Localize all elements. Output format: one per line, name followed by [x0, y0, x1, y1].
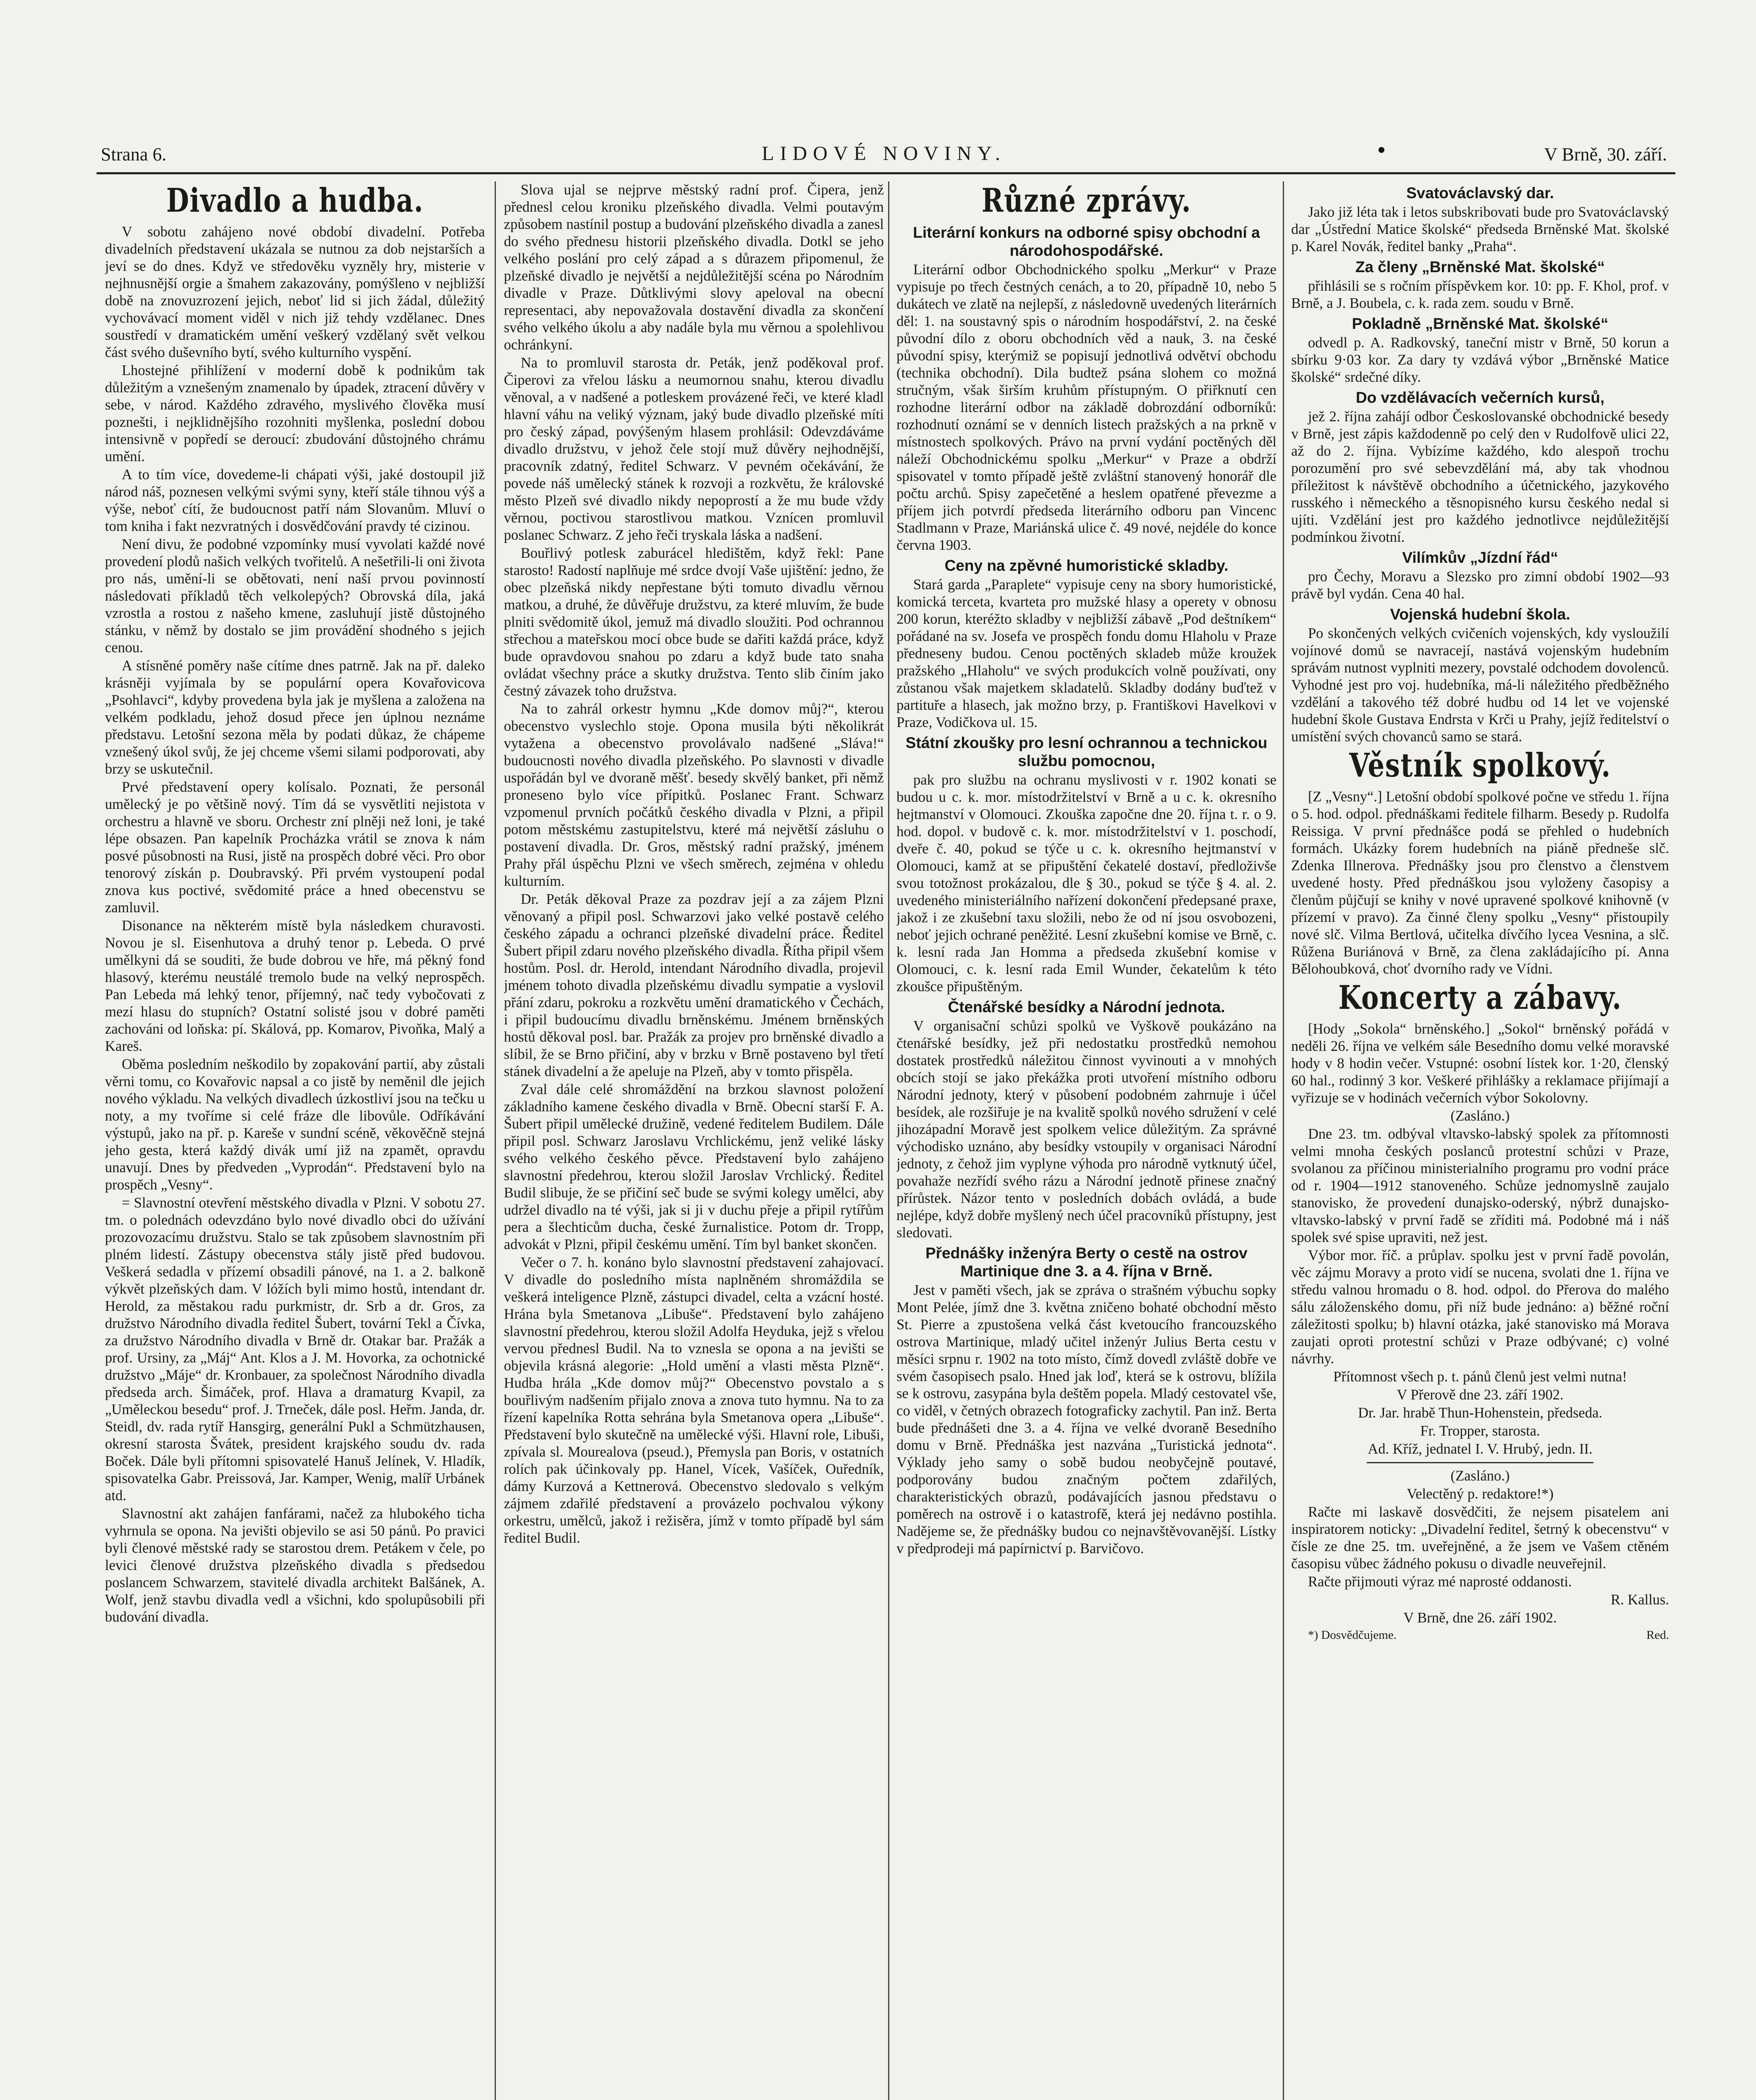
- page-header: [97, 139, 1671, 172]
- footnote-signature: Red.: [1646, 1628, 1669, 1642]
- column-divider: [495, 181, 496, 2100]
- page-number: Strana 6.: [101, 144, 167, 165]
- column-4: [1291, 181, 1669, 2100]
- article-paragraph: A to tím více, dovedeme-li chápati výši, jaké dostoupil již národ náš, poznesen velkými svými syny, kteří stále tihnou výš a výše, neboť cítí, že budoucnost patří nám Slovanům. Mluví o tom kniha i fakt nezvratných i dosvědčování pravdy té cizinou.: [105, 467, 485, 534]
- article-paragraph: Na to promluvil starosta dr. Peták, jenž poděkoval prof. Čiperovi za vřelou lásku a neumornou snahu, kterou divadlu věnoval, a v nadšené a potleskem provázené řeči, ve které kladl hlavní váhu na veliký význam, jaký bude divadlo plzeňské míti pro český západ, povýšeným hlasem prohlásil: Odevzdáváme divadlo družstvu, v jehož čele stojí muž důvěry nejhodnější, pracovník zdatný, ředitel Schwarz. V pevném očekávání, že povede náš umělecký stánek k rozvoji a rozkvětu, že královské město Plzeň své divadlo nikdy nepoprostí a že mu bude vždy věrnou, poctivou starostlivou matkou. Vznícen promluvil poslanec Schwarz. Z jeho řeči tryskala láska a nadšení.: [504, 355, 884, 543]
- letter-greeting: Velectěný p. redaktore!*): [1407, 1486, 1554, 1502]
- section-title-divadlo: Divadlo a hudba.: [166, 181, 424, 220]
- article-paragraph: Prvé představení opery kolísalo. Poznati, že personál umělecký je po většině nový. Tím dá se vysvětliti nejistota v orchestru a hlavně ve sboru. Orchestr zní plněji než loni, je také lépe obsazen. Pan kapelník Procházka vrátil se znova k nám posvé působnosti na Rusi, jistě na prospěch dobré věci. Pro obor tenorový získán p. Doubravský. Při prvém vystoupení podal znova kus poctivé, svědomité práce a hned obecenstvu se zamluvil.: [105, 779, 485, 916]
- section-title-ruzne: Různé zprávy.: [981, 181, 1192, 220]
- dateline: V Brně, 30. září.: [1544, 144, 1667, 165]
- section-title-vestnik: Věstník spolkový.: [1349, 746, 1611, 785]
- header-rule: [97, 172, 1675, 174]
- news-text: Stará garda „Paraplete“ vypisuje ceny na sbory humoristické, komická terceta, kvarteta pro mužské hlasy a operety v obnosu 200 korun, kteréžto skladby v nejbližší zábavě „Pod deštníkem“ pořádané na sv. Josefa ve prospěch fondu domu Hlaholu v Praze předneseny budou. Cenou poctěných skladeb může kroužek pražského „Hlaholu“ ve svých produkcích volně používati, ony zůstanou však majetkem skladatelů. Skladby dodány buďtež v partituře a hlasech, jak možno brzy, p. Františkovi Havelkovi v Praze, Vodičkova ul. 15.: [896, 577, 1276, 730]
- news-text: jež 2. října zahájí odbor Českoslovanské obchodnické besedy v Brně, jest zápis každodenně po celý den v Rudolfově ulici 22, až do 2. října. Vybízíme každého, kdo alespoň trochu porozumění pro své sebevzdělání má, aby tak vhodnou příležitost k návštěvě obchodního a účetnického, jazykového rusského i německého a těsnopisného kursu českého nedal si ujíti. Vzdělání jest pro každého jednotlivce nejdůležitější podmínkou životní.: [1291, 409, 1669, 545]
- news-heading: Vojenská hudební škola.: [1390, 606, 1570, 623]
- news-heading: Přednášky inženýra Berty o cestě na ostrov Martinique dne 3. a 4. října v Brně.: [925, 1244, 1248, 1280]
- column-2: [504, 181, 884, 2100]
- signature: Fr. Tropper, starosta.: [1420, 1423, 1540, 1439]
- dateline: V Brně, dne 26. září 1902.: [1403, 1610, 1557, 1626]
- column-divider: [1283, 181, 1284, 2100]
- news-heading: Literární konkurs na odborné spisy obchodní a národohospodářské.: [913, 224, 1260, 259]
- news-text: Jest v paměti všech, jak se zpráva o strašném výbuchu sopky Mont Pelée, jímž dne 3. května zničeno bohaté obchodní město St. Pierre a zpustošena velká část kvetoucího francouzského ostrova Martinique, mladý učitel inženýr Julius Berta cestu v měsíci srpnu r. 1902 na toto místo, čímž dovedl zvláště dobře ve svém časopisech psalo. Hned jak loď, která se k ostrovu, blížila se k ostrovu, zasypána byla deštěm popela. Mladý cestovatel vše, co viděl, v četných obrazech fotograficky zachytil. Pan inž. Berta bude přednášeti dne 3. a 4. října ve velké dvoraně Besedního domu v Brně. Přednáška jest nazvána „Turistická jednota“. Výklady jeho samy o sobě budou neobyčejně poutavé, podporovány budou značným počtem zdařilých, charakteristických obrazů, podávajících jasnou představu o poměrech na ostrově i o katastrofě, která jej nedávno postihla. Nadějeme se, že přednášky budou co nejnavštěvovanější. Lístky v předprodeji má papírnictví p. Barvičovo.: [896, 1282, 1276, 1557]
- divider-rule: [1367, 1462, 1594, 1463]
- article-paragraph: Slavnostní akt zahájen fanfárami, načež za hlubokého ticha vyhrnula se opona. Na jevišti objevilo se asi 50 pánů. Po pravici byli členové městské rady se starostou drem. Petákem v čele, po levici členové družstva plzeňského divadla s předsedou poslancem Schwarzem, stavitelé divadla architekt Balšánek, A. Wolf, jenž stavbu divadla vedl a všichni, kdo spolupůsobili při budování divadla.: [105, 1506, 485, 1625]
- news-text: Račte mi laskavě dosvědčiti, že nejsem pisatelem ani inspiratorem noticky: „Divadelní ředitel, šetrný k obecenstvu“ v čísle ze dne 25. tm. uveřejněné, a že jsem ve Vašem ctěném časopisu vůbec žádného pokusu o divadle neuveřejnil.: [1291, 1504, 1669, 1572]
- article-paragraph: A stísněné poměry naše cítíme dnes patrně. Jak na př. daleko krásněji vyjímala by se populární opera Kovařovicova „Psohlavci“, kdyby provedena byla jak je myšlena a založena na velkém podkladu, jehož dosud přece jen úplnou neznáme představu. Letošní sezona měla by podati důkaz, že chápeme vznešený úkol svůj, že jej chceme všemi silami podporovati, aby brzy se uskutečnil.: [105, 658, 485, 777]
- newspaper-title: LIDOVÉ NOVINY.: [762, 142, 1006, 165]
- news-text: [Hody „Sokola“ brněnského.] „Sokol“ brněnský pořádá v neděli 26. října ve velkém sále Besedního domu velké moravské hody v 8 hodin večer. Vstupné: osobní lístek kor. 1·20, členský 60 hal., rodinný 3 kor. Veškeré přihlášky a reklamace přijímají a vyřizuje se v hodinách večerních výbor Sokolovny.: [1291, 1021, 1669, 1106]
- footnote: [1291, 1628, 1669, 1643]
- news-text: Literární odbor Obchodnického spolku „Merkur“ v Praze vypisuje po třech čestných cenách, a to 20, případně 10, nebo 5 dukátech ve zlatě na nejlepší, z následovně uvedených literárních děl: 1. na soustavný spis o národním hospodářství, 2. na české původní dílo z oboru obchodních věd a nauk, 3. na české původní spisy, kterýmiž se popisují jednotlivá odvětví obchodu (technika obchodní). Dila budtež psána slohem co možná stručným, však širším kruhům přístupným. O přiřknutí cen rozhodne literární odbor na základě dobrozdání odborníků: rozhodnutí oznámí se v denních listech pražských a na prkně v místnostech spolkových. Právo na první vydání poctěných děl náleží Obchodnickému spolku „Merkur“ v Praze a obdrží spisovatel v tomto případě ještě zvláštní stanovený honorář dle počtu archů. Spisy zapečetěné a heslem opatřené převezme a příjem jich potvrdí předseda literárního odboru pan Vincenc Stadlmann v Praze, Mariánská ulice č. 49 nové, nejdéle do konce června 1903.: [896, 262, 1276, 553]
- news-heading: Do vzdělávacích večerních kursů,: [1355, 389, 1605, 406]
- news-heading: Ceny na zpěvné humoristické skladby.: [944, 557, 1229, 574]
- news-text: Přítomnost všech p. t. pánů členů jest velmi nutna!: [1333, 1369, 1627, 1385]
- article-paragraph: Lhostejné přihlížení v moderní době k podnikům tak důležitým a vznešeným znamenalo by úpadek, ztracení důvěry v sebe, v národ. Každého zdravého, myslivého člověka musí poznešti, i nejklidnějšího rozohniti myšlenka, poslední dobou intensivně v popředí se deroucí: zbudování důstojného chrámu umění.: [105, 362, 485, 465]
- section-title-koncerty: Koncerty a zábavy.: [1338, 979, 1622, 1017]
- article-paragraph: = Slavnostní otevření městského divadla v Plzni. V sobotu 27. tm. o polednách odevzdáno bylo nové divadlo obci do užívání prozovozacímu družstvu. Stalo se tak způsobem slavnostním při plném lidestí. Zástupy obecenstva stály jistě před budovou. Veškerá sedadla v přízemí obsadili pánové, na 1. a 2. balkoně výkvět plzeňských dam. V lóžích byli mimo hostů, intendant dr. Herold, za městakou radu purkmistr, dr. Srb a dr. Gros, za družstvo Národního divadla ředitel Šubert, tovární Tekl a Čívka, za družstvo Národního divadla v Brně dr. Otakar bar. Pražák a prof. Ursiny, za „Máj“ Ant. Klos a J. M. Hovorka, za ochotnické družstvo „Máje“ dr. Kronbauer, za společnost Národního divadla předseda arch. Šimáček, prof. Hlava a dramaturg Kvapil, za „Uměleckou besedu“ prof. J. Trneček, dále posl. Heřm. Janda, dr. Steidl, dv. rada rytíř Hansgirg, generální Pukl a Schmützhausen, okresní starosta Švátek, president krajského soudu dv. rada Boček. Dále byli přítomni spisovatelé Hanuš Jelínek, V. Hladík, spisovatelka Gabr. Preissová, Jar. Kamper, Wenig, malíř Urbánek atd.: [105, 1195, 485, 1504]
- column-3: [896, 181, 1276, 2100]
- column-1: [105, 181, 485, 2100]
- article-paragraph: Slova ujal se nejprve městský radní prof. Čipera, jenž přednesl celou kroniku plzeňského divadla. Velmi poutavým způsobem nastínil postup a budování plzeňského divadla a zanesl do svého přednesu historii plzeňského divadla. Dotkl se jeho velkého poslání pro celý západ a s důrazem připomenul, že plzeňské divadlo je největší a nejdůležitější scéna po Národním divadle v Praze. Důtklivými slovy apeloval na obecní representaci, aby nepovažovala dostavění divadla za skončení svého velkého úkolu a aby nadále byla mu věrnou a spolehlivou ochránkyní.: [504, 182, 884, 353]
- article-paragraph: Na to zahrál orkestr hymnu „Kde domov můj?“, kterou obecenstvo vyslechlo stoje. Opona musila býti několikrát vytažena a obecenstvo provolávalo nadšené „Sláva!“ budoucnosti nového divadla plzeňského. Po slavnosti v divadle uspořádán byl ve dvoraně měšť. besedy skvělý banket, při němž proneseno bylo více přípitků. Poslanec Frant. Schwarz vzpomenul prvních počátků českého divadla v Plzni, a připil potom městskému zastupitelstvu, které má největší zásluhu o postavení divadla. Dr. Gros, městský radní pražský, jménem Prahy přál úspěchu Plzni ve všech směrech, zejména v ohledu kulturním.: [504, 701, 884, 889]
- news-text: Výbor mor. říč. a průplav. spolku jest v první řadě povolán, věc zájmu Moravy a proto vidí se nucena, svolati dne 1. října ve středu valnou hromadu o 8. hod. odpol. do Přerova do malého sálu záloženského domu, při níž bude jednáno: a) běžné roční záležitosti spolku; b) hlavní otázka, jaké stanovisko má Morava zaujati oproti protestní schůzi v Praze odbývané; c) volné návrhy.: [1291, 1247, 1669, 1367]
- news-text: pro Čechy, Moravu a Slezsko pro zimní období 1902—93 právě byl vydán. Cena 40 hal.: [1291, 569, 1669, 602]
- dateline: V Přerově dne 23. září 1902.: [1397, 1387, 1564, 1403]
- news-text: pak pro službu na ochranu myslivosti v r. 1902 konati se budou u c. k. mor. místodržitelství v Brně a u c. k. okresního hejtmanství v Olomouci. Zkouška započne dne 20. října t. r. o 9. hod. dopol. v budově c. k. mor. místodržitelství v 1. poschodí, dveře č. 40, pokud se týče u c. k. okresního hejtmanství v Olomouci, kamž at se připuštění čekatelé dostaví, předloživše svou totožnost prokázalou, dle § 30., pokud se týče § 4. al. 2. uvedeného ministeriálního nařízení dokončení předepsané praxe, jakož i ze zkušební taxu složili, nebo že od ní jsou osvobozeni, neboť jejich ochrané peněžité. Lesní zkušební komise ve Brně, c. k. lesní rada Jan Homma a předseda zkušební komise v Olomouci, c. k. lesní rada Emil Wunder, čekatelům k této zkoušce připuštěným.: [896, 772, 1276, 995]
- article-paragraph: Není divu, že podobné vzpomínky musí vyvolati každé nové provedení plodů našich velkých tvořitelů. A nešetřili-li oni života pro nás, umění-li se obětovati, není naší prvou povinností následovati příkladů těch velkolepých? Obrovská díla, jaká vzrostla a rostou z našeho kmene, zasluhují jistě důstojného stánku, v němž by dostalo se jim provádění shodného s jejich cenou.: [105, 536, 485, 656]
- news-heading: Čtenářské besídky a Národní jednota.: [948, 998, 1225, 1016]
- article-paragraph: V sobotu zahájeno nové období divadelní. Potřeba divadelních představení ukázala se nutnou za dob nejstarších a jeví se do dnes. Když ve středověku vyzněly hry, misterie v nejhnusnější orgie a šmahem zakazovány, pomýšleno v nejbližší době na znovuzrození jejich, neboť lid si jich žádal, důležitý vychovávací moment viděl v nich již tehdy vzdělanec. Dnes soustředí v dramatickém umění veškerý vzdělaný svět velkou část svého duševního bytí, svého kulturního vyspění.: [105, 224, 485, 360]
- news-text: Dne 23. tm. odbýval vltavsko-labský spolek za přítomnosti velmi mnoha českých poslanců protestní schůzi v Praze, svolanou za příčinou ministerialního programu pro vodní práce od r. 1904—1912 stanoveného. Schůze jednomyslně zaujalo stanovisko, že provedení dunajsko-oderský, nýbrž dunajsko-vltavsko-labský v první řadě se zříditi má. Podobné má i náš spolek své spise upraviti, než jest.: [1291, 1126, 1669, 1245]
- article-paragraph: Večer o 7. h. konáno bylo slavnostní představení zahajovací. V divadle do posledního místa naplněném shromáždila se veškerá inteligence Plzně, zástupci divadel, celta a vzácní hosté. Hrána byla Smetanova „Libuše“. Představení bylo zahájeno slavnostní předehrou, kterou složil Adolfa Heyduka, jejž s vřelou vervou přednesl Budil. Na to vznesla se opona a na jevišti se objevila krásná alegorie: „Hold umění a vlasti města Plzně“. Hudba hrála „Kde domov můj?“ Obecenstvo povstalo a s bouřlivým nadšením přijalo znova a znova tuto hymnu. Na to za řízení kapelníka Rotta sehrána byla Smetanova opera „Libuše“. Představení bylo skutečně na umělecké výši. Hlavní role, Libuši, zpívala sl. Mourealova (pseud.), Přemysla pan Boris, v ostatních rolích pak účinkovaly pp. Hanel, Vícek, Vašíček, Ouředník, dámy Kurzová a Kettnerová. Obecenstvo sledovalo s velkým zájmem zdařilé představení a provázelo pochvalou výkony orkestru, umělců, jakož i režisěra, jímž v tomto případě byl sám ředitel Budil.: [504, 1255, 884, 1546]
- news-heading: Pokladně „Brněnské Mat. školské“: [1352, 315, 1609, 332]
- footnote-text: *) Dosvědčujeme.: [1308, 1628, 1397, 1642]
- article-paragraph: Bouřlivý potlesk zaburácel hledištěm, když řekl: Pane starosto! Radostí naplňuje mé srdce dvojí Vaše ujištění: jedno, že obec plzeňská nikdy nepřestane býti tomuto divadlu věrnou matkou, a druhé, že důvěřuje družstvu, za které mluvím, že bude plniti svědomitě úkol, jemuž má divadlo sloužiti. Pod ochrannou střechou a mateřskou mocí obce bude se dařiti každá práce, když bude opravdovou snahou po zdaru a když bude tato snaha ovládat všechny práce a skutky družstva. Tento slib činím jako čestný závazek toho družstva.: [504, 545, 884, 699]
- signature: Ad. Kříž, jednatel I. V. Hrubý, jedn. II.: [1368, 1441, 1593, 1457]
- news-heading: Za členy „Brněnské Mat. školské“: [1355, 258, 1605, 276]
- article-paragraph: Oběma posledním neškodilo by zopakování partií, aby zůstali věrni tomu, co Kovařovic napsal a co jistě by neměnil dle jejich nového výkladu. Na velkých divadlech úzkostliví jsou na tečku u noty, a my tvoříme si celé fráze dle libovůle. Odříkávání výstupů, jako na př. p. Kareše v sundní scéně, věkověčně stejná jeho gesta, která každý divák umí již na zpamět, opravdu unavují. Dnes by předveden „Vyprodán“. Představení bylo na prospěch „Vesny“.: [105, 1056, 485, 1193]
- article-paragraph: Disonance na některém místě byla následkem churavosti. Novou je sl. Eisenhutova a druhý tenor p. Lebeda. O prvé umělkyni dá se souditi, že bude dobrou ve hře, má pěkný fond hlasový, kterému neustálé tremolo bude na velký neprospěch. Pan Lebeda má lehký tenor, příjemný, nač tedy vybočovati z mezí hlasu do stupních? Ostatní solisté jsou v dobré paměti zachováni od loňska: pí. Skálová, pp. Komarov, Pivoňka, Malý a Kareš.: [105, 918, 485, 1054]
- article-paragraph: Dr. Peták děkoval Praze za pozdrav její a za zájem Plzni věnovaný a připil posl. Schwarzovi jako velké postavě celého českého západu a ochranci plzeňské divadelní práce. Ředitel Šubert připil zdaru nového plzeňského divadla. Řítha připil všem hostům. Posl. dr. Herold, intendant Národního divadla, projevil jménem tohoto divadla plzeňskému divadlu sympatie a vyslovil přání zdaru, pokroku a rozkvětu umění dramatického v Čechách, i připil budoucímu divadlu brněnskému. Jménem brněnských hostů děkoval posl. bar. Pražák za projev pro brněnské divadlo a slíbil, že se Brno přičiní, aby v brzku v Brně postaveno byl třetí stánek divadelní a že apeluje na Plzeň, aby v tomto přispěla.: [504, 891, 884, 1079]
- news-text: přihlásili se s ročním příspěvkem kor. 10: pp. F. Khol, prof. v Brně, a J. Boubela, c. k. rada zem. soudu v Brně.: [1291, 278, 1669, 311]
- news-text: [Z „Vesny“.] Letošní období spolkové počne ve středu 1. října o 5. hod. odpol. přednáškami ředitele filharm. Besedy p. Rudolfa Reissiga. V první přednášce podá se přehled o hudebních formách. Ukázky forem hudebních na piáně předneše slč. Zdenka Illnerova. Přednášky jsou pro členstvo a členstvem uvedené hosty. Před přednáškou jsou vyloženy časopisy a členům půjčují se knihy v nové upravené spolkové knihovně (v přízemí v pravo). Za činné členy spolku „Vesny“ přistoupily nové slč. Vilma Bertlová, učitelka dívčího lycea Vesnina, a slč. Růžena Buriánová v Brně, za člena zakládajícího pí. Anna Bělohoubková, choť dvorního rady ve Vídni.: [1291, 789, 1669, 977]
- column-divider: [888, 181, 889, 2100]
- news-heading: Státní zkoušky pro lesní ochrannou a technickou službu pomocnou,: [905, 734, 1268, 769]
- news-heading: Svatováclavský dar.: [1406, 184, 1554, 202]
- news-text: odvedl p. A. Radkovský, taneční mistr v Brně, 50 korun a sbírku 9·03 kor. Za dary ty vzdává výbor „Brněnské Matice školské“ srdečné díky.: [1291, 335, 1669, 385]
- news-heading: Vilímkův „Jízdní řád“: [1402, 549, 1558, 566]
- zaslano-heading: (Zasláno.): [1450, 1108, 1510, 1124]
- signature: R. Kallus.: [1611, 1592, 1669, 1608]
- zaslano-heading: (Zasláno.): [1450, 1468, 1510, 1484]
- news-text: V organisační schůzi spolků ve Vyškově poukázáno na čtenářské besídky, jež při nedostatku prostředků nemohou dostatek prostředků náležitou činnost vyvinouti a v mnohých obcích stojí se jako překážka proti utvoření místního odboru Národní jednoty, který v působení podobném zahrnuje i účel besídek, ale rozšiřuje je na kvalitě spolků nového sdružení v celé jihozápadní Moravě jest spolkem velice důležitým. Za správné východisko uznáno, aby besídky vstoupily v organisaci Národní jednoty, z čehož jim vyplyne výhoda pro národně vytknutý účel, povahaže nezřídí svého rázu a Národní jednotě přinese značný přírůstek. Názor tento v posledních dobách ovládá, a bude nejlépe, když dobře myšlený nech účel pracovníků přístupny, jest sledovati.: [896, 1018, 1276, 1241]
- news-text: Jako již léta tak i letos subskribovati bude pro Svatováclavský dar „Ústřední Matice školské“ předseda Brněnské Mat. školské p. Karel Novák, ředitel banky „Praha“.: [1291, 204, 1669, 255]
- signature: Dr. Jar. hrabě Thun-Hohenstein, předseda.: [1358, 1405, 1602, 1421]
- article-paragraph: Zval dále celé shromáždění na brzkou slavnost položení základního kamene českého divadla v Brně. Obecní starší F. A. Šubert připil umělecké družině, vedené ředitelem Budilem. Dále připil posl. Schwarz Jaroslavu Vrchlickému, jenž veliké lásky svého velkého českého pěvce. Představení bylo zahájeno slavnostní předehrou, kterou složil Jaroslav Vrchlický. Ředitel Budil slibuje, že se přičiní seč bude se svými kolegy umělci, aby udržel divadlo na té výši, jak si ji v duchu přeje a připil rytířům pera a šlechticům ducha, české žurnalistice. Potom dr. Tropp, advokát v Plzni, připil českému umění. Tím byl banket skončen.: [504, 1082, 884, 1252]
- news-text: Račte přijmouti výraz mé naprosté oddanosti.: [1308, 1574, 1572, 1590]
- news-text: Po skončených velkých cvičeních vojenských, kdy vysloužilí vojínové domů se navracejí, nastává vojenským hudebním správám nutnost vyplniti mezery, povstalé odchodem dovolenců. Vyhodné jest pro voj. hudebníka, má-li náležitého předběžného vzdělání a takového též dobré hudbu od 14 let ve vojenské hudební škole Gustava Endrsta v Krči u Prahy, jejíž ředitelství o umístění svých chovanců samo se stará.: [1291, 625, 1669, 745]
